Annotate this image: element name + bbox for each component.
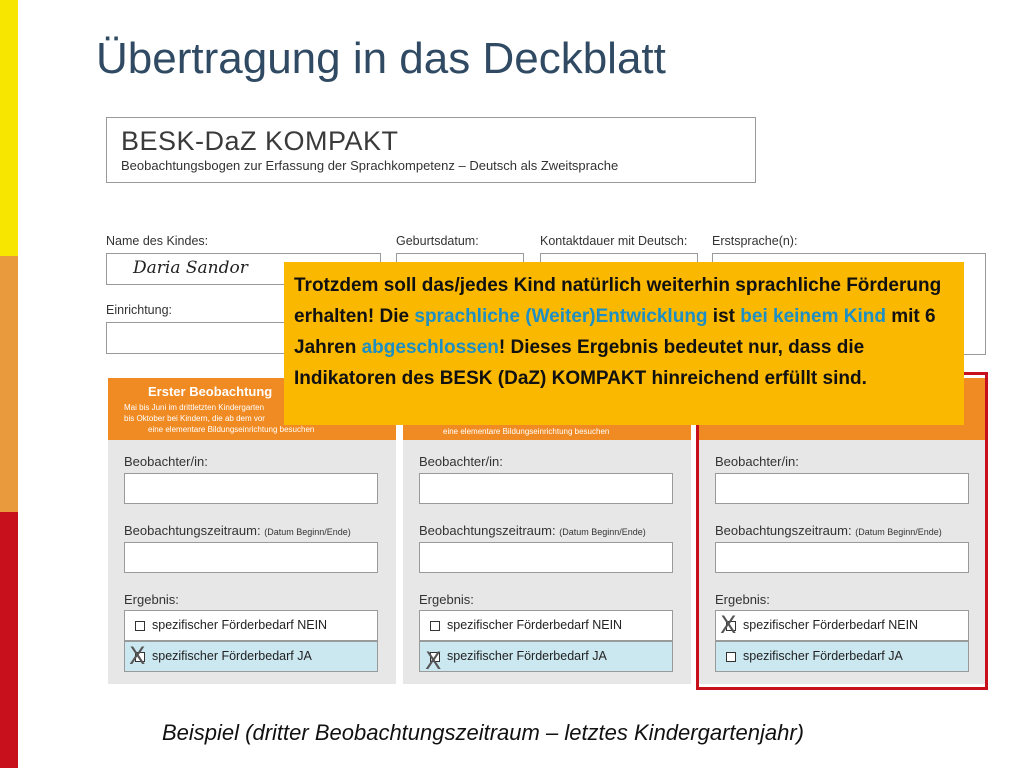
- observer-label: Beobachter/in:: [124, 454, 208, 469]
- period-hint: (Datum Beginn/Ende): [855, 527, 942, 537]
- result-label: Ergebnis:: [124, 592, 179, 607]
- period-label: [419, 523, 646, 538]
- period-label: [124, 523, 351, 538]
- form-title: BESK-DaZ KOMPAKT: [121, 126, 399, 156]
- result-option-yes[interactable]: [419, 641, 673, 672]
- period-label-text: Beobachtungszeitraum:: [419, 523, 556, 538]
- option-yes-label: spezifischer Förderbedarf JA: [743, 649, 903, 663]
- accent-bar-yellow: [0, 0, 18, 256]
- column-1-header-line: Mai bis Juni im drittletzten Kindergarten: [124, 403, 265, 412]
- result-option-yes[interactable]: [124, 641, 378, 672]
- callout-text: ist: [707, 306, 741, 327]
- period-label-text: Beobachtungszeitraum:: [124, 523, 261, 538]
- period-hint: (Datum Beginn/Ende): [559, 527, 646, 537]
- check-mark-icon: X: [425, 647, 442, 675]
- column-1-header-line: eine elementare Bildungseinrichtung besuchen: [148, 425, 315, 434]
- period-input[interactable]: [419, 542, 673, 573]
- check-mark-icon: X: [129, 642, 146, 670]
- option-no-label: spezifischer Förderbedarf NEIN: [743, 618, 919, 632]
- period-label-text: Beobachtungszeitraum:: [715, 523, 852, 538]
- option-no-label: spezifischer Förderbedarf NEIN: [447, 618, 623, 632]
- name-value: Daria Sandor: [133, 258, 248, 278]
- callout-text: ! Dieses Ergebnis bedeutet nur, dass die Indikatoren des BESK (DaZ) KOMPAKT hinreichend erfüllt sind.: [294, 337, 867, 389]
- callout-highlight: sprachliche (Weiter)Entwicklung: [414, 306, 708, 327]
- check-mark-icon: X: [720, 611, 737, 639]
- result-label: Ergebnis:: [715, 592, 770, 607]
- slide-caption: Beispiel (dritter Beobachtungszeitraum – letztes Kindergartenjahr): [162, 720, 804, 745]
- form-subtitle: Beobachtungsbogen zur Erfassung der Sprachkompetenz – Deutsch als Zweitsprache: [121, 158, 619, 173]
- form-header: [106, 117, 756, 183]
- checkbox-no[interactable]: [430, 621, 440, 631]
- callout-text: mit 6 Jahren: [294, 306, 936, 358]
- name-label: Name des Kindes:: [106, 234, 209, 248]
- institution-label: Einrichtung:: [106, 303, 173, 317]
- callout-text: Trotzdem soll das/jedes Kind natürlich weiterhin sprachliche Förderung erhalten! Die: [294, 275, 942, 327]
- period-hint: (Datum Beginn/Ende): [264, 527, 351, 537]
- column-1-header-title: Erster Beobachtung: [148, 384, 273, 399]
- option-no-label: spezifischer Förderbedarf NEIN: [152, 618, 328, 632]
- checkbox-no[interactable]: [135, 621, 145, 631]
- observer-label: Beobachter/in:: [419, 454, 503, 469]
- first-language-label: Erstsprache(n):: [712, 234, 798, 248]
- slide-title: Übertragung in das Deckblatt: [96, 34, 666, 83]
- column-1-header-line: bis Oktober bei Kindern, die ab dem vor: [124, 414, 265, 423]
- observer-input[interactable]: [124, 473, 378, 504]
- contact-duration-label: Kontaktdauer mit Deutsch:: [540, 234, 688, 248]
- accent-bar-red: [0, 512, 18, 768]
- column-2-header-subtext: eine elementare Bildungseinrichtung besuchen: [443, 427, 610, 436]
- observer-label: Beobachter/in:: [715, 454, 799, 469]
- birth-date-label: Geburtsdatum:: [396, 234, 479, 248]
- result-label: Ergebnis:: [419, 592, 474, 607]
- accent-bar-orange: [0, 256, 18, 512]
- result-option-no[interactable]: [124, 610, 378, 641]
- callout-highlight: abgeschlossen: [361, 337, 499, 358]
- result-option-no[interactable]: [419, 610, 673, 641]
- option-yes-label: spezifischer Förderbedarf JA: [152, 649, 312, 663]
- option-yes-label: spezifischer Förderbedarf JA: [447, 649, 607, 663]
- period-input[interactable]: [124, 542, 378, 573]
- callout-highlight: bei keinem Kind: [740, 306, 886, 327]
- callout-note: [284, 262, 964, 425]
- observer-input[interactable]: [419, 473, 673, 504]
